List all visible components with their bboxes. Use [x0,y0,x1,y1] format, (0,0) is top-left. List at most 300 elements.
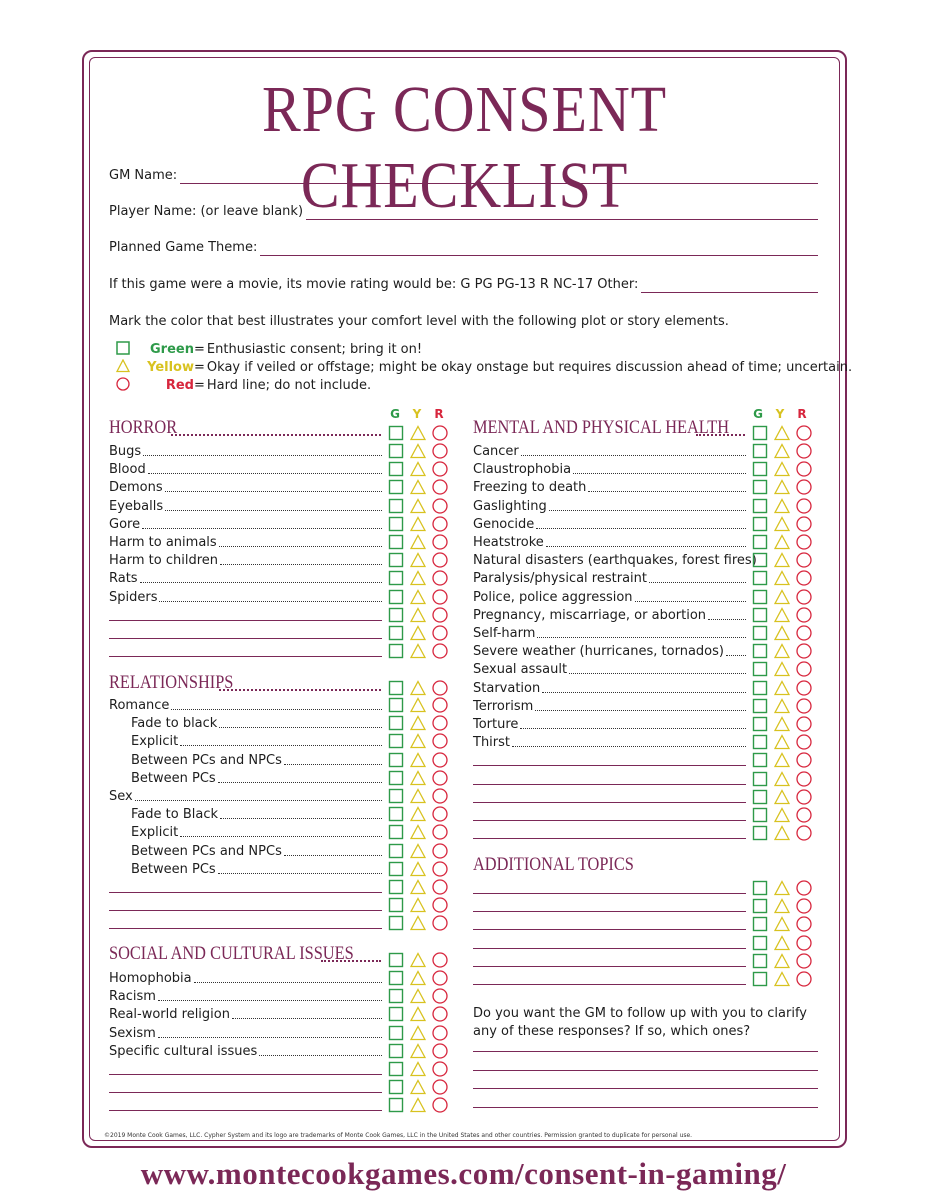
red-circle[interactable] [432,498,448,514]
checklist-item [473,568,746,586]
blank-write-in-line[interactable] [473,878,746,896]
green-checkbox[interactable] [388,824,404,840]
blank-write-in-line[interactable] [473,823,746,841]
blank-write-in-line[interactable] [109,895,382,913]
red-circle[interactable] [796,516,812,532]
red-circle[interactable] [432,733,448,749]
green-checkbox[interactable] [752,570,768,586]
red-circle[interactable] [432,788,448,804]
rating-boxes [388,1079,448,1095]
yellow-triangle[interactable] [774,916,790,932]
follow-up-answer-line[interactable] [473,1073,818,1091]
red-circle[interactable] [432,552,448,568]
red-circle[interactable] [796,734,812,750]
green-checkbox[interactable] [388,1061,404,1077]
yellow-triangle[interactable] [410,843,426,859]
green-checkbox[interactable] [388,752,404,768]
red-circle[interactable] [432,1043,448,1059]
red-circle[interactable] [796,916,812,932]
green-checkbox[interactable] [752,516,768,532]
game-theme-field[interactable] [109,240,818,256]
green-checkbox[interactable] [388,570,404,586]
yellow-triangle[interactable] [774,625,790,641]
red-circle[interactable] [796,789,812,805]
dot-leader [219,727,382,728]
red-circle[interactable] [796,643,812,659]
green-checkbox[interactable] [388,425,404,441]
yellow-triangle[interactable] [774,898,790,914]
follow-up-answer-line[interactable] [473,1055,818,1073]
gm-name-label: GM Name: [109,168,178,183]
red-circle[interactable] [432,1025,448,1041]
green-checkbox[interactable] [388,988,404,1004]
write-in-line[interactable] [109,620,382,621]
green-checkbox[interactable] [388,534,404,550]
red-circle[interactable] [796,880,812,896]
red-circle[interactable] [796,443,812,459]
red-circle[interactable] [796,625,812,641]
blank-write-in-line[interactable] [473,896,746,914]
green-checkbox[interactable] [752,898,768,914]
green-checkbox[interactable] [388,589,404,605]
green-checkbox[interactable] [752,825,768,841]
game-theme-line[interactable] [260,244,818,256]
right-column-headers [747,407,813,421]
green-checkbox[interactable] [388,607,404,623]
green-checkbox[interactable] [388,770,404,786]
yellow-triangle[interactable] [410,479,426,495]
green-checkbox[interactable] [752,661,768,677]
green-checkbox[interactable] [752,771,768,787]
rating-boxes [752,607,812,623]
yellow-triangle[interactable] [774,698,790,714]
yellow-triangle[interactable] [410,861,426,877]
yellow-triangle[interactable] [410,534,426,550]
green-checkbox[interactable] [752,698,768,714]
write-in-line[interactable] [473,984,746,985]
write-in-line[interactable] [473,1088,818,1089]
red-circle[interactable] [432,461,448,477]
green-checkbox[interactable] [752,716,768,732]
green-checkbox[interactable] [388,552,404,568]
green-checkbox[interactable] [752,625,768,641]
yellow-triangle[interactable] [774,570,790,586]
dot-leader [635,601,746,602]
checklist-item [473,459,746,477]
blank-write-in-line[interactable] [473,969,746,987]
red-circle[interactable] [432,861,448,877]
rating-boxes [388,697,448,713]
blank-write-in-line[interactable] [109,1095,382,1113]
blank-write-in-line[interactable] [109,1077,382,1095]
gm-name-field[interactable] [109,168,818,184]
green-checkbox[interactable] [752,643,768,659]
yellow-triangle[interactable] [410,806,426,822]
green-checkbox[interactable] [388,806,404,822]
green-checkbox[interactable] [388,897,404,913]
red-circle[interactable] [432,625,448,641]
yellow-triangle[interactable] [410,1006,426,1022]
green-checkbox[interactable] [752,807,768,823]
green-checkbox[interactable] [752,534,768,550]
red-circle[interactable] [796,953,812,969]
green-checkbox[interactable] [752,607,768,623]
red-circle[interactable] [796,825,812,841]
write-in-line[interactable] [473,1107,818,1108]
write-in-line[interactable] [473,820,746,821]
red-circle[interactable] [432,879,448,895]
yellow-triangle[interactable] [410,715,426,731]
movie-rating-line[interactable] [641,281,818,293]
yellow-triangle[interactable] [774,971,790,987]
green-checkbox[interactable] [752,552,768,568]
green-checkbox[interactable] [752,880,768,896]
yellow-triangle[interactable] [774,425,790,441]
yellow-triangle[interactable] [774,771,790,787]
yellow-triangle[interactable] [410,425,426,441]
yellow-triangle[interactable] [410,915,426,931]
yellow-triangle[interactable] [774,461,790,477]
red-circle[interactable] [432,988,448,1004]
green-checkbox[interactable] [752,498,768,514]
red-circle[interactable] [432,570,448,586]
yellow-triangle[interactable] [774,716,790,732]
red-circle[interactable] [432,915,448,931]
yellow-triangle[interactable] [774,880,790,896]
blank-write-in-line[interactable] [109,913,382,931]
checklist-item [473,678,746,696]
green-checkbox[interactable] [388,861,404,877]
red-circle[interactable] [796,498,812,514]
blank-write-in-line[interactable] [473,914,746,932]
section-title-leader [321,960,381,962]
yellow-triangle[interactable] [410,824,426,840]
green-checkbox[interactable] [752,916,768,932]
red-circle[interactable] [796,607,812,623]
movie-rating-field[interactable] [109,277,818,293]
yellow-triangle[interactable] [774,607,790,623]
write-in-line[interactable] [473,948,746,949]
checklist-item [473,659,746,677]
yellow-triangle[interactable] [774,825,790,841]
rating-boxes [388,915,448,931]
yellow-triangle[interactable] [410,625,426,641]
green-checkbox[interactable] [388,843,404,859]
yellow-triangle[interactable] [774,552,790,568]
green-checkbox[interactable] [752,425,768,441]
rating-boxes [752,498,812,514]
yellow-triangle[interactable] [774,807,790,823]
yellow-triangle[interactable] [410,607,426,623]
green-checkbox[interactable] [752,734,768,750]
red-circle[interactable] [432,443,448,459]
dot-leader [220,564,382,565]
write-in-line[interactable] [109,928,382,929]
blank-write-in-line[interactable] [473,933,746,951]
yellow-triangle[interactable] [410,461,426,477]
green-checkbox[interactable] [752,479,768,495]
blank-write-in-line[interactable] [473,951,746,969]
checklist-item [473,550,757,569]
write-in-line[interactable] [473,966,746,967]
yellow-triangle[interactable] [410,589,426,605]
green-checkbox[interactable] [752,752,768,768]
green-checkbox[interactable] [388,715,404,731]
item-label: Sex [109,789,133,804]
write-in-line[interactable] [473,838,746,839]
red-circle[interactable] [796,935,812,951]
green-checkbox[interactable] [752,589,768,605]
red-circle[interactable] [432,643,448,659]
follow-up-answer-line[interactable] [473,1092,818,1110]
yellow-triangle[interactable] [774,789,790,805]
blank-write-in-line[interactable] [473,805,746,823]
green-checkbox[interactable] [752,680,768,696]
dot-leader [542,692,746,693]
yellow-triangle[interactable] [410,988,426,1004]
yellow-triangle[interactable] [774,534,790,550]
write-in-line[interactable] [109,656,382,657]
red-circle[interactable] [796,461,812,477]
yellow-triangle[interactable] [410,1079,426,1095]
red-circle[interactable] [796,971,812,987]
instructions: Mark the color that best illustrates your comfort level with the following plot or story elements. [109,314,729,329]
yellow-triangle[interactable] [410,733,426,749]
header-r: R [434,407,444,421]
yellow-triangle[interactable] [774,643,790,659]
blank-write-in-line[interactable] [109,641,382,659]
yellow-triangle[interactable] [410,770,426,786]
yellow-triangle[interactable] [774,734,790,750]
green-checkbox[interactable] [388,733,404,749]
item-label: Explicit [131,825,179,841]
green-checkbox[interactable] [388,643,404,659]
green-checkbox[interactable] [388,443,404,459]
red-circle[interactable] [432,479,448,495]
red-circle[interactable] [796,589,812,605]
green-checkbox[interactable] [752,461,768,477]
red-circle[interactable] [432,770,448,786]
blank-write-in-line[interactable] [473,769,746,787]
rating-boxes [752,643,812,659]
checklist-item [109,459,382,477]
yellow-triangle[interactable] [410,643,426,659]
red-circle[interactable] [796,552,812,568]
player-name-line[interactable] [306,208,818,220]
yellow-triangle[interactable] [410,697,426,713]
red-circle[interactable] [432,715,448,731]
yellow-triangle[interactable] [410,552,426,568]
rating-boxes [388,425,448,441]
dot-leader [194,982,382,983]
yellow-triangle[interactable] [774,589,790,605]
rating-boxes [388,843,448,859]
copyright: ©2019 Monte Cook Games, LLC. Cypher System and its logo are trademarks of Monte Cook Games, LLC in the United States and other countries. Permission granted to duplicate for personal use. [104,1132,693,1139]
red-circle[interactable] [796,570,812,586]
yellow-triangle[interactable] [774,935,790,951]
dot-leader [165,510,382,511]
red-circle[interactable] [796,534,812,550]
rating-boxes [388,733,448,749]
blank-write-in-line[interactable] [109,623,382,641]
green-checkbox[interactable] [388,1043,404,1059]
green-checkbox[interactable] [752,789,768,805]
green-checkbox[interactable] [752,953,768,969]
red-circle[interactable] [796,661,812,677]
write-in-line[interactable] [473,1051,818,1052]
write-in-line[interactable] [473,784,746,785]
yellow-triangle[interactable] [410,788,426,804]
yellow-triangle[interactable] [410,897,426,913]
red-circle[interactable] [432,843,448,859]
green-checkbox[interactable] [388,879,404,895]
red-circle[interactable] [796,425,812,441]
rating-boxes [388,589,448,605]
yellow-triangle[interactable] [774,498,790,514]
green-checkbox[interactable] [388,479,404,495]
rating-boxes [752,680,812,696]
red-circle[interactable] [432,952,448,968]
item-label: Cancer [473,444,519,459]
yellow-triangle[interactable] [410,752,426,768]
blank-write-in-line[interactable] [109,1059,382,1077]
green-checkbox[interactable] [752,971,768,987]
checklist-item [109,695,382,713]
red-circle[interactable] [432,824,448,840]
red-circle[interactable] [796,716,812,732]
yellow-triangle[interactable] [410,1025,426,1041]
yellow-triangle[interactable] [410,952,426,968]
green-checkbox[interactable] [388,461,404,477]
green-checkbox[interactable] [388,1006,404,1022]
write-in-line[interactable] [473,911,746,912]
yellow-triangle[interactable] [410,570,426,586]
red-circle[interactable] [432,1061,448,1077]
red-circle[interactable] [432,1006,448,1022]
red-circle[interactable] [432,516,448,532]
footer-url[interactable]: www.montecookgames.com/consent-in-gaming/ [140,1156,787,1191]
green-checkbox[interactable] [388,498,404,514]
rating-boxes [388,1025,448,1041]
red-circle[interactable] [432,697,448,713]
red-circle[interactable] [432,752,448,768]
rating-boxes [388,443,448,459]
green-checkbox[interactable] [388,516,404,532]
red-circle[interactable] [432,680,448,696]
player-name-field[interactable] [109,204,818,220]
gm-name-line[interactable] [180,172,818,184]
dot-leader [218,873,382,874]
red-circle[interactable] [796,771,812,787]
write-in-line[interactable] [109,1110,382,1111]
red-circle[interactable] [796,479,812,495]
write-in-line[interactable] [109,910,382,911]
green-checkbox[interactable] [752,443,768,459]
item-label: Torture [473,717,519,732]
write-in-line[interactable] [473,802,746,803]
write-in-line[interactable] [473,1070,818,1071]
yellow-triangle[interactable] [410,680,426,696]
rating-boxes [752,752,812,768]
yellow-triangle[interactable] [410,1061,426,1077]
yellow-triangle[interactable] [774,680,790,696]
checklist-item [109,532,382,550]
write-in-line[interactable] [109,638,382,639]
item-label: Sexual assault [473,662,568,678]
red-circle[interactable] [432,1097,448,1113]
rating-boxes [388,1043,448,1059]
yellow-triangle[interactable] [774,752,790,768]
write-in-line[interactable] [109,892,382,893]
blank-write-in-line[interactable] [473,750,746,768]
write-in-line[interactable] [109,1074,382,1075]
yellow-triangle[interactable] [774,516,790,532]
write-in-line[interactable] [473,893,746,894]
red-circle[interactable] [432,534,448,550]
yellow-triangle[interactable] [410,443,426,459]
green-checkbox[interactable] [388,697,404,713]
green-checkbox[interactable] [388,680,404,696]
green-checkbox[interactable] [388,1025,404,1041]
green-checkbox[interactable] [388,625,404,641]
green-checkbox[interactable] [388,1079,404,1095]
green-checkbox[interactable] [388,788,404,804]
red-circle[interactable] [796,752,812,768]
green-checkbox[interactable] [388,952,404,968]
write-in-line[interactable] [109,1092,382,1093]
red-circle[interactable] [796,807,812,823]
yellow-triangle[interactable] [410,516,426,532]
checklist-item [109,496,382,514]
red-circle[interactable] [796,680,812,696]
yellow-triangle[interactable] [774,953,790,969]
write-in-line[interactable] [473,765,746,766]
yellow-triangle[interactable] [410,498,426,514]
blank-write-in-line[interactable] [109,605,382,623]
yellow-triangle[interactable] [774,479,790,495]
red-circle[interactable] [432,425,448,441]
yellow-triangle[interactable] [410,970,426,986]
rating-boxes [752,552,812,568]
checklist-item [131,731,382,749]
dot-leader [135,800,382,801]
yellow-triangle[interactable] [774,443,790,459]
yellow-triangle[interactable] [410,1097,426,1113]
dot-leader [142,528,382,529]
blank-write-in-line[interactable] [473,787,746,805]
red-circle[interactable] [432,970,448,986]
yellow-triangle[interactable] [410,1043,426,1059]
red-circle[interactable] [432,589,448,605]
checklist-item [131,804,382,822]
green-checkbox[interactable] [388,915,404,931]
write-in-line[interactable] [473,929,746,930]
yellow-triangle[interactable] [410,879,426,895]
green-checkbox[interactable] [752,935,768,951]
item-label: Fade to Black [131,807,218,823]
yellow-triangle[interactable] [774,661,790,677]
red-circle[interactable] [796,898,812,914]
green-checkbox[interactable] [388,1097,404,1113]
red-circle[interactable] [432,806,448,822]
red-circle[interactable] [432,1079,448,1095]
blank-write-in-line[interactable] [109,877,382,895]
green-checkbox[interactable] [388,970,404,986]
rating-boxes [388,1006,448,1022]
red-circle[interactable] [432,607,448,623]
red-circle[interactable] [796,698,812,714]
red-circle[interactable] [432,897,448,913]
